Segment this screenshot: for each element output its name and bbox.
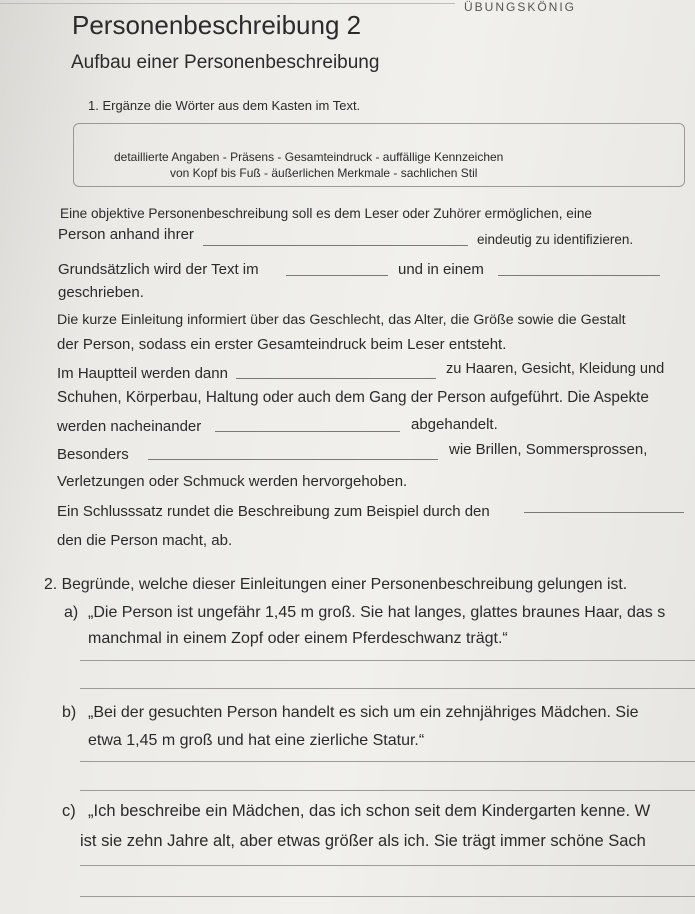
text-line-7b: zu Haaren, Gesicht, Kleidung und bbox=[446, 361, 665, 377]
text-line-1: Eine objektive Personenbeschreibung soll es dem Leser oder Zuhörer ermöglichen, eine bbox=[60, 206, 592, 221]
word-box-line-2: von Kopf bis Fuß - äußerlichen Merkmale - sachlichen Stil bbox=[170, 166, 478, 180]
blank-2[interactable] bbox=[286, 275, 388, 276]
answer-line-b2[interactable] bbox=[80, 790, 695, 791]
blank-6[interactable] bbox=[148, 459, 438, 460]
text-line-12a: Ein Schlusssatz rundet die Beschreibung zum Beispiel durch den bbox=[57, 503, 490, 520]
option-a-line-1: „Die Person ist ungefähr 1,45 m groß. Sie hat langes, glattes braunes Haar, das s bbox=[88, 604, 666, 621]
text-line-2a: Person anhand ihrer bbox=[58, 226, 194, 243]
text-line-3a: Grundsätzlich wird der Text im bbox=[58, 261, 259, 278]
text-line-6: der Person, sodass ein erster Gesamteindruck beim Leser entsteht. bbox=[57, 336, 507, 353]
option-c-line-1: „Ich beschreibe ein Mädchen, das ich schon seit dem Kindergarten kenne. W bbox=[88, 802, 651, 820]
blank-1[interactable] bbox=[203, 245, 468, 246]
option-a-label: a) bbox=[64, 604, 79, 621]
header-rule bbox=[0, 3, 455, 4]
header-tag: ÜBUNGSKÖNIG bbox=[464, 0, 577, 14]
text-line-11: Verletzungen oder Schmuck werden hervorgehoben. bbox=[57, 473, 408, 490]
text-line-7a: Im Hauptteil werden dann bbox=[57, 365, 228, 382]
word-box-line-1: detaillierte Angaben - Präsens - Gesamteindruck - auffällige Kennzeichen bbox=[114, 150, 504, 164]
text-line-3b: und in einem bbox=[398, 261, 484, 278]
text-line-10a: Besonders bbox=[57, 446, 129, 463]
text-line-10b: wie Brillen, Sommersprossen, bbox=[449, 441, 648, 458]
blank-3[interactable] bbox=[498, 275, 660, 276]
blank-5[interactable] bbox=[215, 431, 400, 432]
blank-7[interactable] bbox=[524, 512, 684, 513]
answer-line-a2[interactable] bbox=[80, 688, 695, 689]
option-b-label: b) bbox=[62, 704, 77, 721]
option-b-line-1: „Bei der gesuchten Person handelt es sich um ein zehnjähriges Mädchen. Sie bbox=[88, 704, 639, 721]
text-line-9a: werden nacheinander bbox=[57, 418, 202, 435]
text-line-9b: abgehandelt. bbox=[411, 416, 498, 433]
answer-line-a1[interactable] bbox=[80, 660, 695, 661]
page-title: Personenbeschreibung 2 bbox=[72, 10, 362, 40]
answer-line-b1[interactable] bbox=[80, 761, 695, 762]
text-line-8: Schuhen, Körperbau, Haltung oder auch dem Gang der Person aufgeführt. Die Aspekte bbox=[57, 389, 649, 406]
text-line-5: Die kurze Einleitung informiert über das Geschlecht, das Alter, die Größe sowie die Gestalt bbox=[57, 312, 626, 328]
option-b-line-2: etwa 1,45 m groß und hat eine zierliche Statur.“ bbox=[88, 732, 425, 749]
task2-instruction: 2. Begründe, welche dieser Einleitungen einer Personenbeschreibung gelungen ist. bbox=[44, 576, 628, 593]
option-c-label: c) bbox=[62, 802, 76, 820]
option-a-line-2: manchmal in einem Zopf oder einem Pferdeschwanz trägt.“ bbox=[88, 630, 508, 647]
text-line-4: geschrieben. bbox=[58, 284, 144, 301]
answer-line-c1[interactable] bbox=[80, 865, 695, 866]
task1-instruction: 1. Ergänze die Wörter aus dem Kasten im Text. bbox=[88, 98, 361, 113]
blank-4[interactable] bbox=[236, 378, 436, 379]
section-subtitle: Aufbau einer Personenbeschreibung bbox=[71, 52, 380, 73]
text-line-13: den die Person macht, ab. bbox=[57, 532, 233, 549]
option-c-line-2: ist sie zehn Jahre alt, aber etwas größer als ich. Sie trägt immer schöne Sach bbox=[80, 832, 646, 850]
text-line-2b: eindeutig zu identifizieren. bbox=[477, 232, 634, 247]
answer-line-c2[interactable] bbox=[80, 896, 695, 897]
